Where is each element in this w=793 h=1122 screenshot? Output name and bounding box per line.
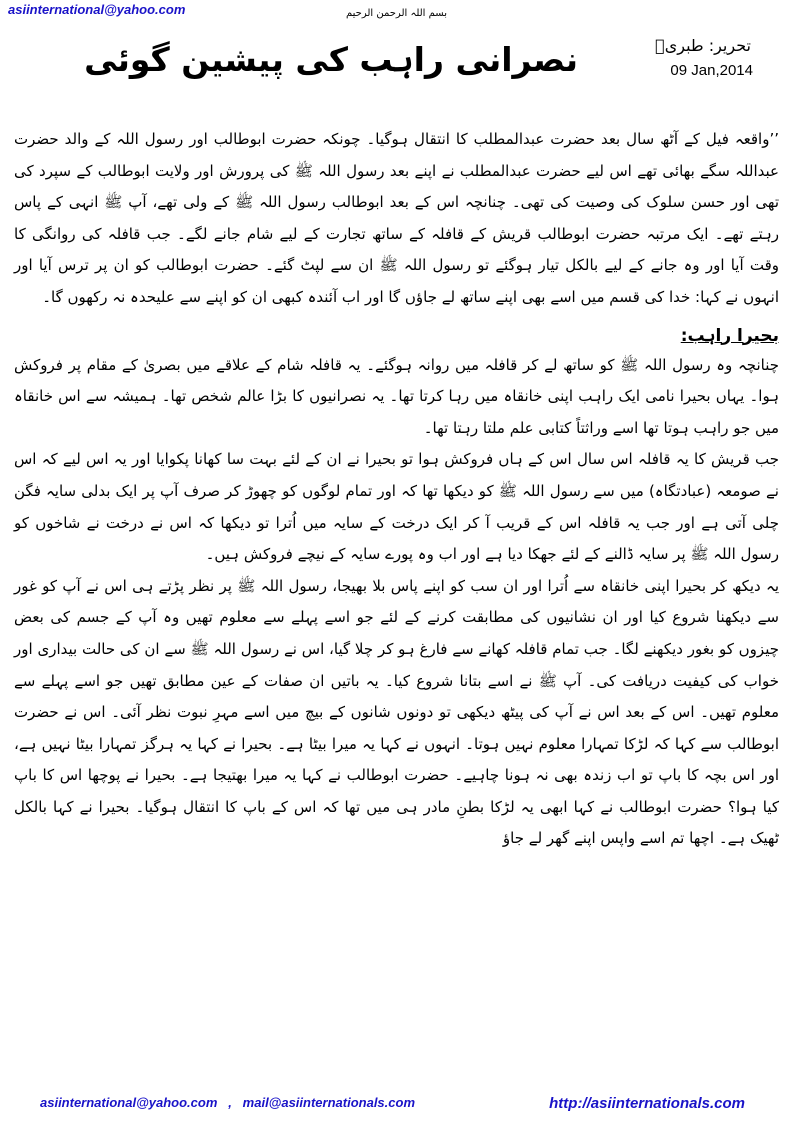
paragraph-2: چنانچہ وہ رسول اللہ ﷺ کو ساتھ لے کر قافلہ میں روانہ ہوگئے۔ یہ قافلہ شام کے علاقے میں بصریٰ کے مقام پر فروکش ہوا۔ یہاں بحیرا نامی ایک راہب اپنی خانقاہ میں رہا کرتا تھا۔ یہ نصرانیوں کا بڑا عالم شخص تھا۔ ہمیشہ سے اس خانقاہ میں جو راہب ہوتا تھا اسے وراثتاً کتابی علم ملتا رہتا تھا۔ [14, 355, 779, 437]
paragraph-1: ’’واقعہ فیل کے آٹھ سال بعد حضرت عبدالمطلب کا انتقال ہوگیا۔ چونکہ حضرت ابوطالب اور رسول اللہ کے والد حضرت عبداللہ سگے بھائی تھے اس لیے حضرت عبدالمطلب نے اپنے بعد رسول اللہ ﷺ کی پرورش اور ولایت ابوطالب کے سپرد کی تھی اور حسن سلوک کی وصیت کی تھی۔ چنانچہ اس کے بعد ابوطالب رسول اللہ ﷺ کے ولی تھے، آپ ﷺ انہی کے پاس رہتے تھے۔ ایک مرتبہ حضرت ابوطالب قریش کے قافلہ کے ساتھ تجارت کے لیے شام جانے لگے۔ جب قافلہ کی روانگی کا وقت آیا اور وہ جانے کے لیے بالکل تیار ہوگئے تو رسول اللہ ﷺ ان سے لپٹ گئے۔ حضرت ابوطالب کو ان پر ترس آیا اور انہوں نے کہا: خدا کی قسم میں اسے بھی اپنے ساتھ لے جاؤں گا اور اب آئندہ کبھی ان کو اپنے سے علیحدہ نہ رکھوں گا۔ [14, 130, 779, 306]
page-title: نصرانی راہب کی پیشین گوئی [84, 40, 578, 79]
footer-website-link[interactable]: http://asiinternationals.com [549, 1095, 745, 1112]
article-body [14, 124, 779, 855]
section-heading: بحیرا راہب: [680, 325, 779, 346]
footer-emails: asiinternational@yahoo.com , mail@asiinternationals.com [40, 1095, 416, 1110]
paragraph-4: یہ دیکھ کر بحیرا اپنی خانقاہ سے اُترا اور ان سب کو اپنے پاس بلا بھیجا، رسول اللہ ﷺ پر نظر پڑتے ہی اس نے آپ کو غور سے دیکھنا شروع کیا اور ان نشانیوں کی مطابقت کرنے کے لئے جو اسے پہلے سے معلوم تھیں وہ آپ کے جسم کی بعض چیزوں کو بغور دیکھنے لگا۔ جب تمام قافلہ کھانے سے فارغ ہو کر چلا گیا، اس نے رسول اللہ ﷺ سے ان کی حالت بیداری اور خواب کی کیفیت دریافت کی۔ آپ ﷺ نے اسے بتانا شروع کیا۔ یہ باتیں ان صفات کے عین مطابق تھیں جو اسے پہلے سے معلوم تھیں۔ اس کے بعد اس نے آپ کی پیٹھ دیکھی تو دونوں شانوں کے بیچ میں اسے مہرِ نبوت نظر آئی۔ اس نے حضرت ابوطالب سے کہا کہ لڑکا تمہارا معلوم نہیں ہوتا۔ انہوں نے کہا یہ میرا بیٹا ہے۔ بحیرا نے کہا یہ ہرگز تمہارا بیٹا نہیں ہے، اور اس بچہ کا باپ تو اب زندہ بھی نہ ہونا چاہیے۔ حضرت ابوطالب نے کہا یہ میرا بھتیجا ہے۔ بحیرا نے پوچھا اس کا باپ کیا ہوا؟ حضرت ابوطالب نے کہا ابھی یہ لڑکا بطنِ مادر ہی میں تھا کہ اس کے باپ کا انتقال ہوگیا۔ بحیرا نے کہا بالکل ٹھیک ہے۔ اچھا تم اسے واپس اپنے گھر لے جاؤ [14, 576, 779, 848]
paragraph-3: جب قریش کا یہ قافلہ اس سال اس کے ہاں فروکش ہوا تو بحیرا نے ان کے لئے بہت سا کھانا پکوایا اور یہ اس لیے کہ اس نے صومعہ (عبادتگاہ) میں سے رسول اللہ ﷺ کو دیکھا تھا کہ اور تمام لوگوں کو چھوڑ کر صرف آپ پر ایک بدلی سایہ فگن چلی آتی ہے اور جب یہ قافلہ اس کے قریب آ کر ایک درخت کے سایہ میں اُترا تو دیکھا کہ اس نے درخت نے شاخوں کو رسول اللہ ﷺ پر سایہ ڈالنے کے لئے جھکا دیا ہے اور اب وہ پورے سایہ کے نیچے فروکش ہیں۔ [14, 450, 779, 564]
date-line: 09 Jan,2014 [670, 62, 753, 79]
author-line: تحریر: طبریؒ [655, 36, 751, 55]
bismillah: بسم اللہ الرحمن الرحیم [345, 8, 447, 19]
footer [0, 1095, 793, 1117]
header-email: asiinternational@yahoo.com [8, 2, 186, 17]
